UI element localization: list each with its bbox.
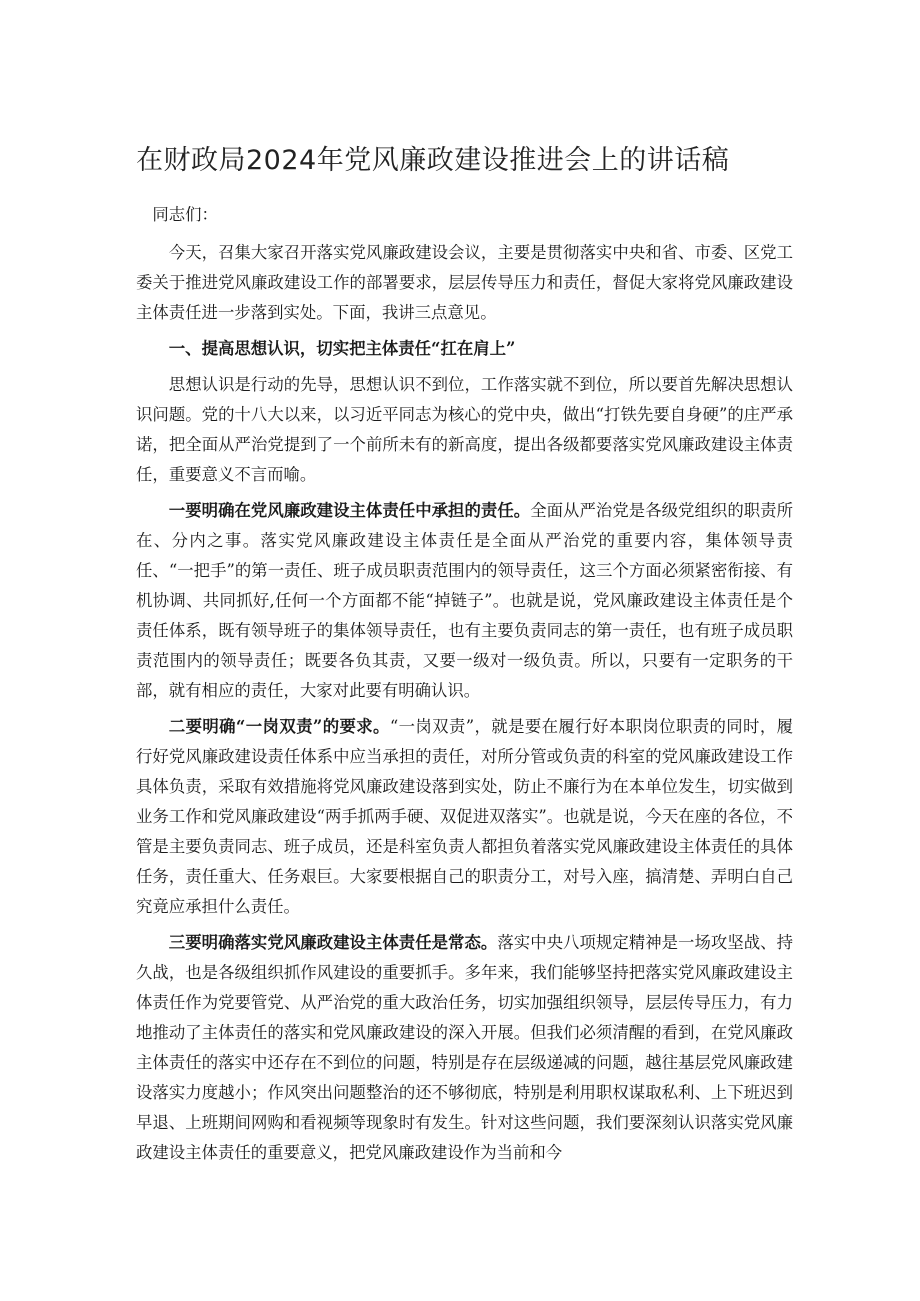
point-2-paragraph: [136, 712, 793, 922]
point-1-paragraph: [136, 496, 793, 706]
point-1-lead: 一要明确在党风廉政建设主体责任中承担的责任。: [168, 501, 531, 520]
section-1-paragraph: 思想认识是行动的先导，思想认识不到位，工作落实就不到位，所以要首先解决思想认识问题。党的十八大以来，以习近平同志为核心的党中央，做出“打铁先要自身硬”的庄严承诺，把全面从严治党提到了一个前所未有的新高度，提出各级都要落实党风廉政建设主体责任，重要意义不言而喻。: [136, 375, 793, 484]
document-body: [136, 200, 793, 1168]
intro-paragraph: 今天，召集大家召开落实党风廉政建设会议，主要是贯彻落实中央和省、市委、区党工委关于推进党风廉政建设工作的部署要求，层层传导压力和责任，督促大家将党风廉政建设主体责任进一步落到实处。下面，我讲三点意见。: [136, 243, 793, 322]
document-title: 在财政局2024年党风廉政建设推进会上的讲话稿: [136, 145, 730, 176]
greeting: 同志们：: [152, 205, 218, 224]
point-3-paragraph: [136, 928, 793, 1168]
point-2-text: “一岗双责”，就是要在履行好本职岗位职责的同时，履行好党风廉政建设责任体系中应当承担的责任，对所分管或负责的科室的党风廉政建设工作具体负责，采取有效措施将党风廉政建设落到实处，防止不廉行为在本单位发生，切实做到业务工作和党风廉政建设“两手抓两手硬、双促进双落实”。也就是说，今天在座的各位，不管是主要负责同志、班子成员，还是科室负责人都担负着落实党风廉政建设主体责任的具体任务，责任重大、任务艰巨。大家要根据自己的职责分工，对号入座，搞清楚、弄明白自己究竟应承担什么责任。: [136, 717, 794, 916]
point-3-lead: 三要明确落实党风廉政建设主体责任是常态。: [168, 933, 498, 952]
point-2-lead: 二要明确“一岗双责”的要求。: [168, 717, 390, 736]
point-3-text: 落实中央八项规定精神是一场攻坚战、持久战，也是各级组织抓作风建设的重要抓手。多年来，我们能够坚持把落实党风廉政建设主体责任作为党要管党、从严治党的重大政治任务，切实加强组织领导，层层传导压力，有力地推动了主体责任的落实和党风廉政建设的深入开展。但我们必须清醒的看到，在党风廉政主体责任的落实中还存在不到位的问题，特别是存在层级递减的问题，越往基层党风廉政建设落实力度越小；作风突出问题整治的还不够彻底，特别是利用职权谋取私利、上下班迟到早退、上班期间网购和看视频等现象时有发生。针对这些问题，我们要深刻认识落实党风廉政建设主体责任的重要意义，把党风廉政建设作为当前和今: [136, 933, 793, 1162]
point-1-text: 全面从严治党是各级党组织的职责所在、分内之事。落实党风廉政建设主体责任是全面从严治党的重要内容，集体领导责任、“一把手”的第一责任、班子成员职责范围内的领导责任，这三个方面必须紧密衔接、有机协调、共同抓好,任何一个方面都不能“掉链子”。也就是说，党风廉政建设主体责任是个责任体系，既有领导班子的集体领导责任，也有主要负责同志的第一责任，也有班子成员职责范围内的领导责任；既要各负其责，又要一级对一级负责。所以，只要有一定职务的干部，就有相应的责任，大家对此要有明确认识。: [136, 501, 794, 700]
section-1-heading: 一、提高思想认识，切实把主体责任“扛在肩上”: [168, 339, 516, 358]
